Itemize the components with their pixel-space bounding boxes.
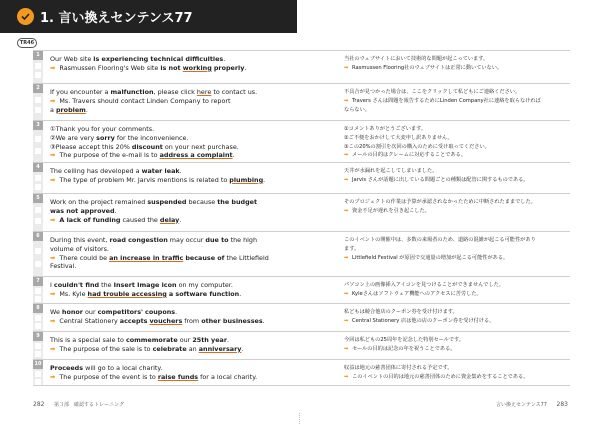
text-line bbox=[344, 373, 566, 382]
row-number: 6 bbox=[33, 232, 43, 241]
text-line bbox=[50, 308, 300, 317]
text-segment: may occur bbox=[167, 236, 206, 244]
row-number: 3 bbox=[33, 121, 43, 130]
text-line bbox=[50, 198, 300, 207]
row-number-column bbox=[33, 121, 43, 162]
english-sentence bbox=[50, 308, 300, 326]
arrow-right-icon: ➡ bbox=[50, 316, 56, 325]
text-segment: our bbox=[82, 308, 98, 316]
page-title: 1. 言い換えセンテンス77 bbox=[40, 11, 193, 26]
sentence-row bbox=[33, 331, 570, 359]
arrow-right-icon: ➡ bbox=[344, 254, 349, 261]
text-segment: Festival. bbox=[50, 262, 77, 271]
paraphrase-keyword: delay bbox=[159, 215, 180, 224]
text-line bbox=[344, 143, 566, 152]
key-phrase: celebrate bbox=[152, 344, 187, 353]
row-number: 8 bbox=[33, 304, 43, 313]
arrow-right-icon: ➡ bbox=[344, 97, 349, 104]
text-segment: an bbox=[186, 344, 199, 353]
key-phrase: A lack of funding bbox=[59, 215, 121, 224]
text-segment: the high bbox=[228, 236, 258, 244]
text-line bbox=[344, 236, 566, 245]
text-line bbox=[50, 64, 300, 73]
arrow-right-icon: ➡ bbox=[344, 152, 349, 159]
english-sentence bbox=[50, 198, 300, 224]
text-segment: The purpose of the e-mail is to bbox=[57, 151, 160, 160]
japanese-translation bbox=[344, 198, 566, 216]
checkbox-2[interactable] bbox=[35, 379, 41, 385]
text-segment: because bbox=[186, 198, 218, 206]
text-line bbox=[344, 97, 566, 106]
text-segment: Rasmussen Flooring's Web site bbox=[57, 63, 161, 72]
text-segment: . bbox=[85, 105, 88, 114]
key-phrase: Insert Image icon bbox=[113, 281, 177, 289]
text-line bbox=[344, 167, 566, 176]
text-line bbox=[344, 55, 566, 64]
japanese-translation bbox=[344, 125, 566, 160]
key-phrase: honor bbox=[61, 308, 83, 316]
text-line bbox=[50, 336, 300, 345]
text-line bbox=[50, 88, 300, 97]
paraphrase-keyword: problem bbox=[55, 105, 86, 114]
text-segment: to contact us. bbox=[211, 88, 258, 96]
row-number-column bbox=[33, 84, 43, 120]
text-line bbox=[50, 290, 300, 299]
text-segment: on your next purchase. bbox=[162, 142, 239, 151]
text-segment: The ceiling has developed a bbox=[50, 167, 142, 175]
key-phrase: the budget bbox=[217, 198, 258, 206]
japanese-translation bbox=[344, 281, 566, 299]
sentence-row bbox=[33, 162, 570, 193]
row-number-column bbox=[33, 232, 43, 276]
text-line bbox=[344, 176, 566, 185]
row-number: 5 bbox=[33, 194, 43, 203]
text-line bbox=[50, 151, 300, 160]
text-segment: for the inconvenience. bbox=[114, 133, 189, 142]
sentence-row bbox=[33, 50, 570, 83]
japanese-translation bbox=[344, 336, 566, 354]
text-segment: 資金不足が遅れを引き起こした。 bbox=[350, 207, 430, 214]
row-number: 7 bbox=[33, 277, 43, 286]
english-sentence bbox=[50, 55, 300, 73]
text-segment: Ms. Kyle bbox=[57, 289, 88, 298]
checkbox-1[interactable] bbox=[35, 97, 41, 103]
checkbox-2[interactable] bbox=[35, 72, 41, 78]
text-segment: ②We are very bbox=[50, 133, 97, 142]
arrow-right-icon: ➡ bbox=[50, 151, 56, 160]
checkbox-1[interactable] bbox=[35, 288, 41, 294]
text-line bbox=[50, 216, 300, 225]
text-line bbox=[50, 364, 300, 373]
paraphrase-keyword: address a complaint bbox=[159, 151, 233, 160]
text-segment: ます。 bbox=[344, 245, 360, 252]
page-number-left: 282 bbox=[33, 401, 45, 408]
text-segment: the bbox=[99, 281, 114, 289]
text-line bbox=[50, 125, 300, 134]
text-segment: will go to a local charity. bbox=[83, 364, 163, 372]
text-segment: Central Stationery bbox=[57, 316, 120, 325]
arrow-right-icon: ➡ bbox=[344, 64, 349, 71]
text-segment: 当社のウェブサイトにおいて技術的な問題が起こっています。 bbox=[344, 56, 489, 62]
text-segment: . bbox=[262, 316, 265, 325]
row-number-column bbox=[33, 360, 43, 385]
arrow-right-icon: ➡ bbox=[50, 175, 56, 184]
text-line bbox=[50, 262, 300, 271]
english-sentence bbox=[50, 336, 300, 354]
chapter-header bbox=[0, 0, 297, 33]
text-segment: Central Stationery 店は他の店のクーポン券を受け付ける。 bbox=[350, 317, 495, 324]
row-number-column bbox=[33, 51, 43, 83]
arrow-right-icon: ➡ bbox=[344, 207, 349, 214]
arrow-right-icon: ➡ bbox=[344, 317, 349, 324]
text-line bbox=[344, 317, 566, 326]
text-segment: ①コメントありがとうございます。 bbox=[344, 126, 427, 132]
text-segment: We bbox=[50, 308, 62, 316]
key-phrase: properly bbox=[213, 63, 245, 72]
checkbox-1[interactable] bbox=[35, 371, 41, 377]
text-line bbox=[344, 207, 566, 216]
english-sentence bbox=[50, 364, 300, 382]
key-phrase: road congestion bbox=[109, 236, 168, 244]
text-segment: ②ご不便をおかけして大変申し訳ありません。 bbox=[344, 134, 453, 141]
japanese-translation bbox=[344, 308, 566, 326]
checkbox-2[interactable] bbox=[35, 218, 41, 224]
text-line bbox=[344, 345, 566, 354]
key-phrase: accepts bbox=[119, 316, 148, 325]
text-segment: . bbox=[175, 308, 178, 316]
text-segment: 天井が水漏れを起こしてしまいました。 bbox=[344, 168, 438, 174]
text-line bbox=[50, 281, 300, 290]
key-phrase: Proceeds bbox=[50, 364, 84, 372]
key-phrase: is not bbox=[160, 63, 183, 72]
text-line bbox=[344, 125, 566, 134]
checkbox-1[interactable] bbox=[35, 315, 41, 321]
checkbox-2[interactable] bbox=[35, 184, 41, 190]
english-sentence bbox=[50, 236, 300, 271]
text-line bbox=[50, 176, 300, 185]
english-sentence bbox=[50, 167, 300, 185]
text-line bbox=[344, 290, 566, 299]
text-segment: The type of problem Mr. Jarvis mentions is related to bbox=[57, 175, 230, 184]
text-segment: 今回は私どもの25周年を記念した特別セールです。 bbox=[344, 337, 464, 343]
text-segment: . bbox=[179, 215, 182, 224]
key-phrase: suspended bbox=[147, 198, 187, 206]
text-line bbox=[344, 106, 566, 115]
text-segment: During this event, bbox=[50, 236, 110, 244]
footer-left bbox=[33, 401, 124, 408]
checkbox-1[interactable] bbox=[35, 63, 41, 69]
text-segment: on my computer. bbox=[176, 281, 233, 289]
text-segment: Kyleさんはソフトウェア機能へのアクセスに苦労した。 bbox=[350, 290, 482, 297]
text-segment: volume of visitors. bbox=[50, 244, 109, 253]
text-segment: . bbox=[239, 289, 242, 298]
sentence-row bbox=[33, 231, 570, 276]
text-segment: Littlefield Festival が原因で交通量の増加が起こる可能性がある。 bbox=[350, 254, 509, 261]
key-phrase: sorry bbox=[96, 133, 115, 142]
sentence-row bbox=[33, 120, 570, 162]
text-segment: 不具合が見つかった場合は、ここをクリックして私どもにご連絡ください。 bbox=[344, 89, 521, 95]
text-segment: メールの目的はクレームに対応することである。 bbox=[350, 152, 467, 159]
checkbox-1[interactable] bbox=[35, 207, 41, 213]
row-number-column bbox=[33, 194, 43, 231]
japanese-translation bbox=[344, 167, 566, 185]
text-line bbox=[344, 151, 566, 160]
row-number-column bbox=[33, 332, 43, 359]
japanese-translation bbox=[344, 55, 566, 73]
text-line bbox=[344, 88, 566, 97]
text-line bbox=[50, 345, 300, 354]
key-phrase: malfunction bbox=[110, 88, 154, 96]
footer-right bbox=[496, 401, 568, 408]
key-phrase: was not approved bbox=[50, 206, 115, 215]
arrow-right-icon: ➡ bbox=[344, 290, 349, 297]
text-segment: このイベントの目的は地元の慈善団体のために資金集めをすることである。 bbox=[350, 373, 529, 380]
english-sentence bbox=[50, 88, 300, 114]
english-sentence bbox=[50, 125, 300, 160]
text-line bbox=[50, 317, 300, 326]
text-segment: for a local charity. bbox=[198, 372, 258, 381]
text-segment: I bbox=[50, 281, 54, 289]
underlined-word: here bbox=[196, 88, 212, 96]
text-segment: The purpose of the sale is to bbox=[57, 344, 153, 353]
paraphrase-keyword: plumbing bbox=[229, 175, 264, 184]
text-segment: ①Thank you for your comments. bbox=[50, 125, 155, 133]
text-line bbox=[344, 336, 566, 345]
text-line bbox=[344, 245, 566, 254]
row-number: 9 bbox=[33, 332, 43, 341]
text-segment: Ms. Travers should contact Linden Company to report bbox=[57, 96, 231, 105]
checkbox-2[interactable] bbox=[35, 323, 41, 329]
text-segment: If you encounter a bbox=[50, 88, 111, 96]
text-segment: our bbox=[177, 336, 193, 344]
checkbox-2[interactable] bbox=[35, 261, 41, 267]
text-segment: そのプロジェクトの作業は予算が承認されなかったために中断されたままでした。 bbox=[344, 199, 536, 205]
text-segment: このイベントの開催中は、多数の来場者のため、道路の混雑が起こる可能性があり bbox=[344, 237, 536, 243]
japanese-translation bbox=[344, 88, 566, 114]
key-phrase: competitors' bbox=[97, 308, 143, 316]
text-segment: This is a special sale to bbox=[50, 336, 126, 344]
text-line bbox=[50, 167, 300, 176]
key-phrase: because of bbox=[185, 253, 225, 262]
sentence-row bbox=[33, 193, 570, 231]
checkbox-2[interactable] bbox=[35, 351, 41, 357]
text-segment: Travers さんは問題を報告するためにLinden Company社に連絡を取らなければ bbox=[350, 97, 541, 104]
text-line bbox=[50, 373, 300, 382]
english-sentence bbox=[50, 281, 300, 299]
text-segment: . bbox=[114, 206, 117, 215]
text-segment: セールの目的は記念の年を祝うことである。 bbox=[350, 345, 456, 352]
text-segment: Rasmussen Flooring社のウェブサイトは正常に動いていない。 bbox=[350, 64, 503, 71]
checkbox-2[interactable] bbox=[35, 107, 41, 113]
text-segment: ならない。 bbox=[344, 106, 370, 113]
japanese-translation bbox=[344, 364, 566, 382]
key-phrase: coupons bbox=[145, 308, 176, 316]
text-segment: . bbox=[241, 344, 244, 353]
text-line bbox=[344, 281, 566, 290]
text-segment: caused the bbox=[120, 215, 160, 224]
arrow-right-icon: ➡ bbox=[50, 96, 56, 105]
checkbox-1[interactable] bbox=[35, 136, 41, 142]
paraphrase-keyword: an increase in traffic bbox=[109, 253, 184, 262]
checkbox-2[interactable] bbox=[35, 148, 41, 154]
text-segment: . bbox=[179, 167, 182, 175]
key-phrase: couldn't find bbox=[53, 281, 100, 289]
text-line bbox=[50, 207, 300, 216]
row-number: 1 bbox=[33, 51, 43, 60]
text-segment: 私どもは競合他店のクーポン券を受け付けます。 bbox=[344, 309, 458, 315]
checkbox-2[interactable] bbox=[35, 296, 41, 302]
arrow-right-icon: ➡ bbox=[50, 344, 56, 353]
text-line bbox=[344, 254, 566, 263]
paraphrase-keyword: working bbox=[182, 63, 212, 72]
row-number-column bbox=[33, 163, 43, 193]
arrow-right-icon: ➡ bbox=[50, 372, 56, 381]
arrow-right-icon: ➡ bbox=[50, 289, 56, 298]
text-line bbox=[50, 254, 300, 263]
text-segment: There could be bbox=[57, 253, 110, 262]
sentence-row bbox=[33, 359, 570, 386]
running-head-left: 第３部 確認するトレーニング bbox=[54, 402, 124, 408]
text-line bbox=[344, 364, 566, 373]
paraphrase-keyword: anniversary bbox=[198, 344, 242, 353]
key-phrase: a software function bbox=[168, 289, 240, 298]
text-segment: , please click bbox=[153, 88, 197, 96]
text-segment: Our Web site bbox=[50, 55, 94, 63]
arrow-right-icon: ➡ bbox=[344, 345, 349, 352]
row-number-column bbox=[33, 277, 43, 303]
text-segment: from bbox=[182, 316, 202, 325]
text-line bbox=[50, 97, 300, 106]
row-number: 10 bbox=[34, 361, 42, 367]
text-segment: a bbox=[50, 105, 56, 114]
key-phrase: 25th year bbox=[192, 336, 228, 344]
text-line bbox=[50, 55, 300, 64]
text-segment: The purpose of the event is to bbox=[57, 372, 158, 381]
check-icon bbox=[17, 8, 34, 25]
sentence-row bbox=[33, 276, 570, 303]
key-phrase: due to bbox=[205, 236, 229, 244]
text-segment: 収益は地元の慈善団体に寄付される予定です。 bbox=[344, 365, 453, 371]
key-phrase: is experiencing technical difficulties bbox=[93, 55, 224, 63]
paraphrase-keyword: vouchers bbox=[149, 316, 183, 325]
text-segment: . bbox=[227, 336, 230, 344]
text-segment: the Littlefield bbox=[224, 253, 269, 262]
row-number: 4 bbox=[33, 163, 43, 172]
text-segment: . bbox=[244, 63, 247, 72]
text-line bbox=[50, 134, 300, 143]
page-number-right: 283 bbox=[556, 401, 568, 408]
text-line bbox=[344, 64, 566, 73]
checkbox-1[interactable] bbox=[35, 343, 41, 349]
arrow-right-icon: ➡ bbox=[50, 215, 56, 224]
key-phrase: commemorate bbox=[125, 336, 178, 344]
key-phrase: discount bbox=[131, 142, 163, 151]
row-number-column bbox=[33, 304, 43, 331]
paraphrase-keyword: raise funds bbox=[157, 372, 199, 381]
text-segment: . bbox=[232, 151, 235, 160]
text-segment: ③Please accept this 20% bbox=[50, 142, 132, 151]
text-segment: Jarvis さんが話題に出している問題ごとの種類は配管に関するものである。 bbox=[350, 176, 529, 183]
arrow-right-icon: ➡ bbox=[50, 63, 56, 72]
sentence-row bbox=[33, 303, 570, 331]
key-phrase: water leak bbox=[141, 167, 180, 175]
text-line bbox=[344, 198, 566, 207]
audio-track-badge: TR46 bbox=[17, 38, 37, 48]
text-line bbox=[50, 106, 300, 115]
page-fold-divider bbox=[299, 413, 300, 424]
paraphrase-keyword: had trouble accessing bbox=[87, 289, 167, 298]
text-segment: ③この20%の割引を次回の購入のために受け取ってください。 bbox=[344, 143, 490, 150]
text-line bbox=[50, 236, 300, 245]
japanese-translation bbox=[344, 236, 566, 262]
text-line bbox=[50, 245, 300, 254]
text-line bbox=[344, 308, 566, 317]
key-phrase: other businesses bbox=[201, 316, 263, 325]
text-segment: パソコン上の画像挿入アイコンを見つけることができませんでした。 bbox=[344, 282, 505, 288]
arrow-right-icon: ➡ bbox=[344, 373, 349, 380]
checkbox-1[interactable] bbox=[35, 175, 41, 181]
text-line bbox=[344, 134, 566, 143]
text-segment: . bbox=[223, 55, 226, 63]
running-head-right: 言い換えセンテンス77 bbox=[495, 402, 547, 408]
arrow-right-icon: ➡ bbox=[50, 253, 56, 262]
arrow-right-icon: ➡ bbox=[344, 176, 349, 183]
checkbox-1[interactable] bbox=[35, 248, 41, 254]
sentence-row bbox=[33, 83, 570, 120]
row-number: 2 bbox=[33, 84, 43, 93]
text-line bbox=[50, 143, 300, 152]
text-segment: . bbox=[263, 175, 266, 184]
text-segment: Work on the project remained bbox=[50, 198, 148, 206]
